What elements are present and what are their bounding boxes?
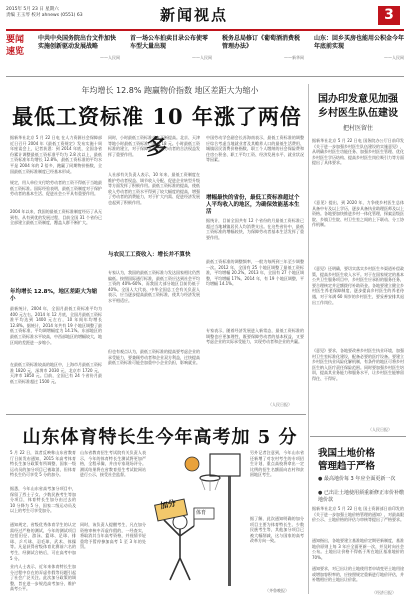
second-story-source: （齐鲁晚报）: [265, 588, 289, 593]
second-story-col1-para1: 5 月 22 日，读者反映称山东省教育厅日前发布通知，2015 年高考体育特长生加分政策有所调整，国家一级运动员的加分项目已被取消，但体育特长生仍可享受 5 分的加分。: [10, 450, 76, 478]
digest-item[interactable]: [38, 35, 120, 73]
digest-item[interactable]: [130, 35, 212, 73]
digest-item-title: 税务总局修订《葡萄酒消费税管理办法》: [222, 35, 301, 50]
issue-meta: [6, 7, 156, 19]
basketball-icon: [185, 457, 199, 471]
digest-item-title: 中共中央国务院出台文件加快实施创新驱动发展战略: [38, 35, 117, 50]
section-title: 新闻视点: [160, 6, 229, 24]
side-divider: [310, 436, 406, 437]
issue-editor: 责编 王玉琴 校对 ahnews (0551) 63: [6, 13, 83, 18]
column-divider: [308, 84, 309, 594]
main-story-kicker: 年均增长 12.8% 跑赢物价指数 地区差距大为缩小: [81, 86, 259, 95]
side-story2-title[interactable]: 我国土地价格 管理趋于严格: [318, 448, 376, 472]
side-story-title: 乡村医生队伍建设: [318, 108, 398, 119]
second-story-headline[interactable]: 山东体育特长生今年高考加 5 分: [22, 427, 298, 448]
page-number: 3: [378, 6, 400, 25]
digest-item-source: ——人民网: [384, 55, 404, 60]
digest-item-title: 山东：回乡买房也能用公积金今年年底前实现: [314, 35, 405, 50]
side-story-subtitle: 把村医留住: [342, 125, 373, 132]
bonus-sign-label: 加分: [159, 498, 177, 511]
cartoon-drawing: [150, 450, 248, 592]
section-divider: [6, 414, 306, 415]
digest-item-source: ——人民网: [100, 55, 120, 60]
main-story-col2-para1: 同时，小时最低工资标准也在不断提高。北京、天津等地小时最低工资标准已超过 18 元。小时最低工资标准的建立，对于保障非全日制劳动者的合法权益发挥了重要作用。: [108, 135, 200, 157]
side-story-header[interactable]: [310, 93, 406, 132]
digest-item-source: ——人民网: [192, 55, 212, 60]
side-story2-para2: 通知指出，各地要建立基准地价定期更新制度，基准地价原则上每 3 年应全面更新一次，并及时向社会公布。土地出让价格不得低于所在地区基准地价的 70%。: [312, 538, 404, 560]
main-story-col3-para3: 最低工资标准的调整频率，一般为每两到三年至少调整一次。2012 年，全国有 25 个地区调整了最低工资标准，平均增幅 20.2%。2013 年，全国有 27 个地区调整，平均增幅 17%。2014 年，有 19 个地区调整，平均增幅 14.1%。: [206, 259, 304, 287]
flag-label: 体育: [196, 510, 207, 516]
second-story-col1-para3: 通知规定，省级优秀体育学生的认定需经过严格的测试，今年的测试项目包括田径、游泳、篮球、足球、排球、乒乓球、羽毛球、武术、体操等。凡是获得省级体育比赛前六名的考生，经测试合格后，可在高考中加 5 分。: [10, 522, 76, 561]
second-story-col3-para2: 据了解，此次通知明确的加分项目主要为体育特长生、少数民族考生等，其他加分项目已被大幅削减，这与国家的高考改革方向一致。: [250, 516, 304, 544]
digest-item-title: 首一场公车拍卖目录公布使零车型大量出现: [130, 35, 209, 50]
main-story-col3-para2: 据统计，目前全国共有 12 个省份的月最低工资标准已超过当地城镇居民人均消费支出。在这些省份中，最低工资标准的增幅较快，为保障劳动者基本生活发挥了重要作用。: [206, 218, 304, 240]
side-story-source: （人民日报）: [368, 427, 392, 432]
main-story-col1-para1: 据新华社北京 5 月 22 日电 在人力资源社会保障部 近日召开 2004 年《最低工资规定》发布实施十周年座谈会上，记者获悉：到 2014 年底，全国各省份累计调整最低工资标准平均为 2.8 次以上，最低工资标准年均增长 12.8%，最低工资标准的平均水平是 2004 年的 2 倍多，跑赢了同期物价指数，全国最低工资标准制度已经基本形成。: [10, 135, 102, 174]
side-story-para2: 《意见》提出，到 2020 年，力争使乡村医生总体具备中专及以上学历，逐步具备执业助理医师及以上资格。各地要加快推进乡村一体化管理，探索县级医院、乡镇卫生院、村卫生室之间的上下联动、分工协作机制。: [312, 200, 404, 228]
issue-date: 2015年 5月 23 日 星期六: [6, 7, 59, 12]
main-story-col3-para4: 专家表示，随着经济发展进入新常态，最低工资标准的调整也应更加理性，既要保障劳动者的基本权益，又要考虑企业的实际承受能力，实现劳动者和企业的共赢。: [206, 328, 304, 345]
main-story-subhead-1: 年均增长 12.8%，地区差距大为缩小: [10, 289, 97, 302]
second-story-col3-para1: 另外记者注意到，今年山东省还新增了对农村考生的专项招生计划，重点高校将拿出一定比例的招生名额面向农村和贫困地区考生。: [250, 450, 304, 478]
main-story-col2-para4: 但也有观点认为，最低工资标准的提高要考虑企业的承受能力，要兼顾劳动者和企业双方利益，过快提高最低工资标准可能会加重中小企业负担，影响就业。: [108, 349, 200, 366]
digest-item-source: ——新华网: [284, 55, 304, 60]
masthead: [0, 0, 410, 30]
main-story-col3-para1: 中国劳动学会副会长苏海南表示，最低工资标准的调整应综合考虑当地就业者及其赡养人口的最低生活费用、城镇居民消费价格指数、职工个人缴纳的社会保险费和住房公积金、职工平均工资、经济发展水平、就业状况等因素。: [206, 135, 304, 163]
side-story-para3: 《意见》还明确，要切实落实乡村医生多渠道补偿政策，提高乡村医生收入水平。对于在国家规定的基本公共卫生服务项目中，乡村医生应承担的服务任务，要合理核定并足额拨付补助资金。各地要建立健全乡村医生养老保障制度，逐步提高乡村医生的养老待遇，对于年满 60 周岁的乡村医生，要妥善安排其退出工作岗位。: [312, 266, 404, 305]
second-story-col1-para2: 据悉，今年山东省高考加分项目中，保留了烈士子女、少数民族考生等加分项目，体育特长生加分由过去的 10 分降为 5 分，国家二级运动员及以上的考生可享受加分。: [10, 486, 76, 514]
masthead-rule: [6, 29, 404, 31]
second-story-col2-para1: 山东省教育招生考试院有关负责人表示，今年的体育特长生测试将更加严格，全程录像，并由专家现场评分。测试结果将在省教育招生考试院网站进行公示，接受社会监督。: [80, 450, 146, 478]
main-story-subhead-3: 增幅最快的省份，最低工资标准超过个人平均收入的地区，为确保效能基本生活: [206, 195, 300, 215]
digest-item[interactable]: [314, 35, 404, 73]
main-story-col1-para2: 规定，用人单位支付给劳动者的工资不得低于当地最低工资标准。国际经验表明，最低工资制度对于保护劳动者的基本生活、促进社会公平具有重要作用。: [10, 180, 102, 197]
main-story-subhead-2: 与农民工工资收入：增长并不算快: [108, 252, 191, 258]
side-story2-bullet: ● 最高地价每 3 年应全面更新一次: [318, 476, 396, 482]
side-story2-source: （经济日报）: [372, 590, 396, 595]
side-story2-para1: 据新华社北京 5 月 22 日电 国土资源部日前印发的《关于进一步加强土地价格管理的通知》，对最高限价公示、土地价格的评估与审核等提出了严格要求。: [312, 506, 404, 523]
hoop-backboard: [210, 454, 240, 476]
main-story-col1-para3: 2004 年以来，我国的最低工资标准制度经历了从无到有、从有到优的发展过程，目前全国 31 个省份已全部建立最低工资制度，覆盖人群不断扩大。: [10, 209, 102, 226]
main-story-col1-para5: 在最低工资标准较高的地区中，上海市月最低工资标准 1820 元，深圳市 2030 元，北京市 1720 元，天津市 1850 元。目前，全国已有 24 个省份月最低工资标准超过 1500 元。: [10, 362, 102, 384]
side-story-para4: 《意见》要求，各地要改善乡村医生执业环境，加强村卫生室标准化建设，配备必要的医疗设备。要建立乡村医生执业风险化解机制，有条件的地区可将乡村医生纳入医疗责任保险范围。同时要加强乡村医生培训，提高其业务能力和服务水平，让乡村医生能够留得住、干得好。: [312, 348, 404, 381]
side-story2-para3: 通知要求，对已出让的土地使用者申请变更土地用途或增加容积率的，应按照规定重新进行地价评估，并补缴相应的土地出让价款。: [312, 566, 404, 583]
main-story-headline[interactable]: 最低工资标准 10 年涨了两倍多: [12, 104, 302, 159]
side-story-title: 国办印发意见加强: [318, 94, 398, 105]
main-story-col1-para4: 最新统计，2004 年，全国月最低工资标准平均为 400 元左右。2014 年 12 月底，全国月最低工资标准平均达到 1400 元左右，10 年间年均增长 12.8%。据统计，2014 年共有 19 个地区调整了最低工资标准，平均调增幅度为 14.1%。东部地区的最低工资标准水平较高，中西部地区的增幅较大，地区间的差距进一步缩小。: [10, 306, 102, 345]
second-story-col1-para4: 业内人士表示，近年来体育特长生加分过程中存在的弄虚作假等问题引起了社会广泛关注。此次加分政策的调整，旨在进一步规范高考加分，维护高考公平。: [10, 564, 76, 592]
main-story-source: （人民日报）: [268, 402, 292, 407]
second-story-col2-para2: 同时，该负责人提醒考生，凡在加分资格审核中弄虚作假的，一经查实，将取消其当年高考资格，并视情节轻重给予暂停参加高考 1 至 3 年的处罚。: [80, 522, 146, 550]
digest-label: 要闻 速览: [6, 35, 25, 57]
side-story-para1: 据新华社北京 5 月 22 日电 国务院办公厅日前印发《关于进一步加强乡村医生队伍建设的实施意见》，从明确乡村医生功能任务、加强乡村医生管理、优化乡村医生学历结构、提高乡村医生岗位吸引力等方面提出了具体要求。: [312, 138, 404, 166]
main-story-col2-para2: 人社部有关负责人表示，10 年来，最低工资制度在维护劳动者权益、调节收入分配、促进企业转型升级等方面发挥了积极作用。最低工资标准的提高，使低收入劳动者的工资水平得到了较大幅度的提高，增强了劳动者的消费能力，对于扩大内需、促进经济发展也起到了积极作用。: [108, 172, 200, 205]
cartoon-illustration: [150, 450, 248, 592]
digest-rule: [6, 76, 404, 77]
side-story2-bullet: ● 已出让土地使用须重新修正市价补缴地价款: [318, 490, 404, 503]
digest-item[interactable]: [222, 35, 304, 73]
main-story-col2-para3: 专家认为，我国的最低工资标准与发达国家相比仍然偏低。按照国际通行标准，最低工资应达到社会平均工资的 40%-60%，而我国大部分地区目前仍低于 40%。全国人大代表、中华全国总工会有关负责人表示，应当逐步提高最低工资标准，使其与经济发展水平相适应。: [108, 270, 200, 303]
